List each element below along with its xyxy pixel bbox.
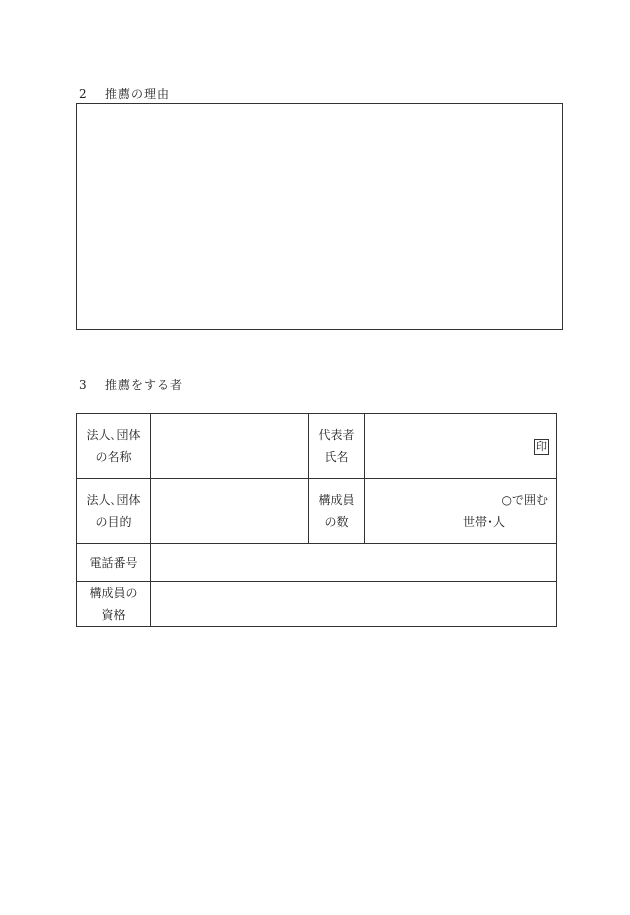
qualification-label [77, 582, 151, 627]
table-row [77, 414, 557, 479]
section-2-title: 推薦の理由 [105, 87, 171, 101]
org-purpose-label [77, 479, 151, 544]
member-count-label-line1: 構成員 [318, 493, 355, 507]
qualification-label-line2: 資格 [101, 608, 126, 622]
household-person-unit: 世帯･人 [463, 515, 506, 529]
qualification-label-line1: 構成員の [89, 586, 138, 600]
phone-field[interactable] [151, 544, 557, 582]
org-name-label [77, 414, 151, 479]
representative-label [309, 414, 365, 479]
org-purpose-field[interactable] [151, 479, 309, 544]
org-name-field[interactable] [151, 414, 309, 479]
section-3-heading [79, 376, 183, 393]
table-row [77, 582, 557, 627]
representative-name-field[interactable] [365, 414, 557, 479]
member-count-label [309, 479, 365, 544]
org-name-label-line1: 法人､団体 [86, 428, 141, 442]
org-purpose-label-line2: の目的 [95, 515, 132, 529]
representative-label-line1: 代表者 [318, 428, 355, 442]
section-2-heading [79, 85, 170, 102]
table-row [77, 544, 557, 582]
section-3-number: 3 [79, 378, 88, 392]
recommender-table [76, 413, 557, 627]
representative-label-line2: 氏名 [324, 450, 349, 464]
section-2-number: 2 [79, 87, 88, 101]
member-count-label-line2: の数 [324, 515, 349, 529]
table-row [77, 479, 557, 544]
section-3-title: 推薦をする者 [105, 378, 184, 392]
qualification-field[interactable] [151, 582, 557, 627]
seal-mark: 印 [536, 440, 547, 453]
org-purpose-label-line1: 法人､団体 [86, 493, 141, 507]
phone-label: 電話番号 [77, 544, 151, 582]
org-name-label-line2: の名称 [95, 450, 132, 464]
recommendation-reason-box[interactable] [76, 103, 563, 330]
member-count-field[interactable] [365, 479, 557, 544]
circle-instruction: ○で囲む [501, 493, 548, 507]
